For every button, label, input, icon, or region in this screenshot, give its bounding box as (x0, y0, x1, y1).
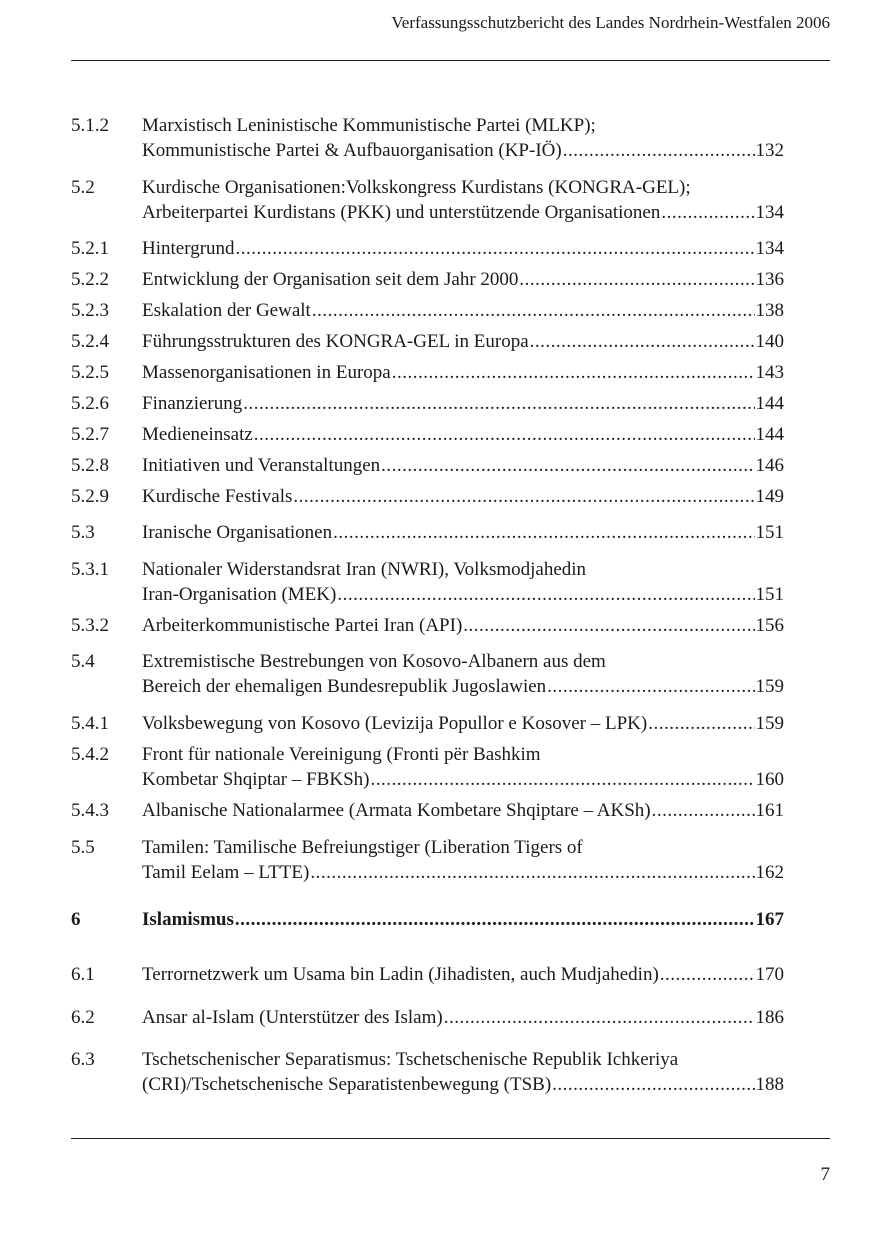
toc-entry-number: 5.3 (71, 522, 95, 543)
toc-entry-page: 159 (755, 676, 784, 697)
toc-entry-page: 143 (755, 362, 784, 383)
toc-entry-page: 156 (755, 615, 784, 636)
toc-entry-title-line: Hintergrund (142, 238, 235, 259)
dot-leader (552, 1072, 754, 1097)
toc-entry-title-line: Kurdische Festivals (142, 486, 293, 507)
toc-entry-number: 6.2 (71, 1007, 95, 1028)
toc-entry-number: 6 (71, 909, 81, 930)
toc-entry-number: 6.3 (71, 1049, 95, 1070)
toc-entry-number: 5.4.2 (71, 744, 109, 765)
dot-leader (648, 711, 754, 736)
toc-entry-page: 146 (755, 455, 784, 476)
toc-entry-page: 144 (755, 424, 784, 445)
toc-entry-number: 5.2.5 (71, 362, 109, 383)
toc-entry-title-line: (CRI)/Tschetschenische Separatistenbewegung (TSB) (142, 1074, 552, 1095)
toc-entry-title-line: Arbeiterkommunistische Partei Iran (API) (142, 615, 463, 636)
dot-leader (392, 360, 755, 385)
dot-leader (463, 613, 754, 638)
toc-entry-title-line: Kombetar Shqiptar – FBKSh) (142, 769, 370, 790)
toc-entry-title-line: Albanische Nationalarmee (Armata Kombetare Shqiptare – AKSh) (142, 800, 651, 821)
toc-entry-number: 5.2.6 (71, 393, 109, 414)
toc-entry-page: 170 (755, 964, 784, 985)
toc-entry-title-line: Iran-Organisation (MEK) (142, 584, 337, 605)
toc-entry-number: 6.1 (71, 964, 95, 985)
toc-entry-title-line: Nationaler Widerstandsrat Iran (NWRI), Volksmodjahedin (142, 559, 587, 580)
toc-entry-title-line: Massenorganisationen in Europa (142, 362, 391, 383)
header-rule (71, 60, 830, 61)
toc-entry-page: 138 (755, 300, 784, 321)
toc-entry-page: 136 (755, 269, 784, 290)
dot-leader (381, 453, 754, 478)
toc-entry-number: 5.3.2 (71, 615, 109, 636)
toc-entry-page: 134 (755, 202, 784, 223)
dot-leader (563, 138, 755, 163)
toc-entry-title-line: Iranische Organisationen (142, 522, 333, 543)
toc-entry-title-line: Kommunistische Partei & Aufbauorganisation (KP-IÖ) (142, 140, 562, 161)
toc-entry-page: 188 (755, 1074, 784, 1095)
dot-leader (236, 236, 755, 261)
toc-entry-title-line: Tamil Eelam – LTTE) (142, 862, 310, 883)
toc-entry-page: 140 (755, 331, 784, 352)
dot-leader (312, 298, 755, 323)
toc-entry-number: 5.2.3 (71, 300, 109, 321)
toc-entry-page: 151 (755, 522, 784, 543)
toc-entry-page: 186 (755, 1007, 784, 1028)
toc-entry-number: 5.5 (71, 837, 95, 858)
toc-entry-title-line: Volksbewegung von Kosovo (Levizija Popullor e Kosover – LPK) (142, 713, 648, 734)
dot-leader (530, 329, 755, 354)
toc-entry-number: 5.2.9 (71, 486, 109, 507)
dot-leader (547, 674, 754, 699)
toc-entry-page: 162 (755, 862, 784, 883)
footer-rule (71, 1138, 830, 1139)
dot-leader (310, 860, 754, 885)
dot-leader (370, 767, 754, 792)
toc-entry-title-line: Medieneinsatz (142, 424, 253, 445)
toc-entry-title-line: Eskalation der Gewalt (142, 300, 311, 321)
toc-entry-page: 132 (755, 140, 784, 161)
toc-entry-title-line: Initiativen und Veranstaltungen (142, 455, 381, 476)
toc-entry-title-line: Kurdische Organisationen:Volkskongress Kurdistans (KONGRA-GEL); (142, 177, 691, 198)
dot-leader (519, 267, 754, 292)
toc-entry-title-line: Tamilen: Tamilische Befreiungstiger (Liberation Tigers of (142, 837, 583, 858)
dot-leader (235, 907, 755, 932)
toc-entry-page: 151 (755, 584, 784, 605)
toc-entry-title-line: Arbeiterpartei Kurdistans (PKK) und unterstützende Organisationen (142, 202, 661, 223)
dot-leader (333, 520, 754, 545)
toc-entry-page: 159 (755, 713, 784, 734)
toc-entry-number: 5.2.4 (71, 331, 109, 352)
toc-entry-number: 5.4 (71, 651, 95, 672)
toc-entry-number: 5.2.7 (71, 424, 109, 445)
dot-leader (337, 582, 754, 607)
dot-leader (293, 484, 754, 509)
toc-entry-title-line: Bereich der ehemaligen Bundesrepublik Jugoslawien (142, 676, 547, 697)
toc-entry-title-line: Extremistische Bestrebungen von Kosovo-Albanern aus dem (142, 651, 606, 672)
dot-leader (660, 962, 755, 987)
toc-entry-title-line: Tschetschenischer Separatismus: Tschetschenische Republik Ichkeriya (142, 1049, 679, 1070)
toc-entry-title-line: Islamismus (142, 909, 234, 930)
dot-leader (254, 422, 755, 447)
toc-entry-title-line: Führungsstrukturen des KONGRA-GEL in Europa (142, 331, 529, 352)
toc-entry-page: 167 (755, 909, 784, 930)
toc-entry-title-line: Marxistisch Leninistische Kommunistische Partei (MLKP); (142, 115, 596, 136)
toc-entry-page: 149 (755, 486, 784, 507)
toc-entry-number: 5.2.1 (71, 238, 109, 259)
dot-leader (652, 798, 755, 823)
toc-entry-number: 5.2 (71, 177, 95, 198)
toc-entry-number: 5.2.2 (71, 269, 109, 290)
toc-entry-number: 5.4.1 (71, 713, 109, 734)
toc-entry-number: 5.1.2 (71, 115, 109, 136)
toc-entry-title-line: Finanzierung (142, 393, 243, 414)
toc-entry-page: 161 (755, 800, 784, 821)
toc-entry-page: 134 (755, 238, 784, 259)
toc-entry-number: 5.2.8 (71, 455, 109, 476)
running-title: Verfassungsschutzbericht des Landes Nordrhein-Westfalen 2006 (391, 13, 830, 32)
page-number: 7 (820, 1164, 830, 1185)
toc-entry-title-line: Entwicklung der Organisation seit dem Jahr 2000 (142, 269, 519, 290)
toc-entry-page: 144 (755, 393, 784, 414)
dot-leader (243, 391, 754, 416)
toc-entry-title-line: Terrornetzwerk um Usama bin Ladin (Jihadisten, auch Mudjahedin) (142, 964, 659, 985)
toc-entry-page: 160 (755, 769, 784, 790)
toc-entry-title-line: Front für nationale Vereinigung (Fronti për Bashkim (142, 744, 541, 765)
toc-entry-number: 5.4.3 (71, 800, 109, 821)
dot-leader (661, 200, 754, 225)
toc-entry-title-line: Ansar al-Islam (Unterstützer des Islam) (142, 1007, 443, 1028)
dot-leader (444, 1005, 755, 1030)
toc-entry-number: 5.3.1 (71, 559, 109, 580)
